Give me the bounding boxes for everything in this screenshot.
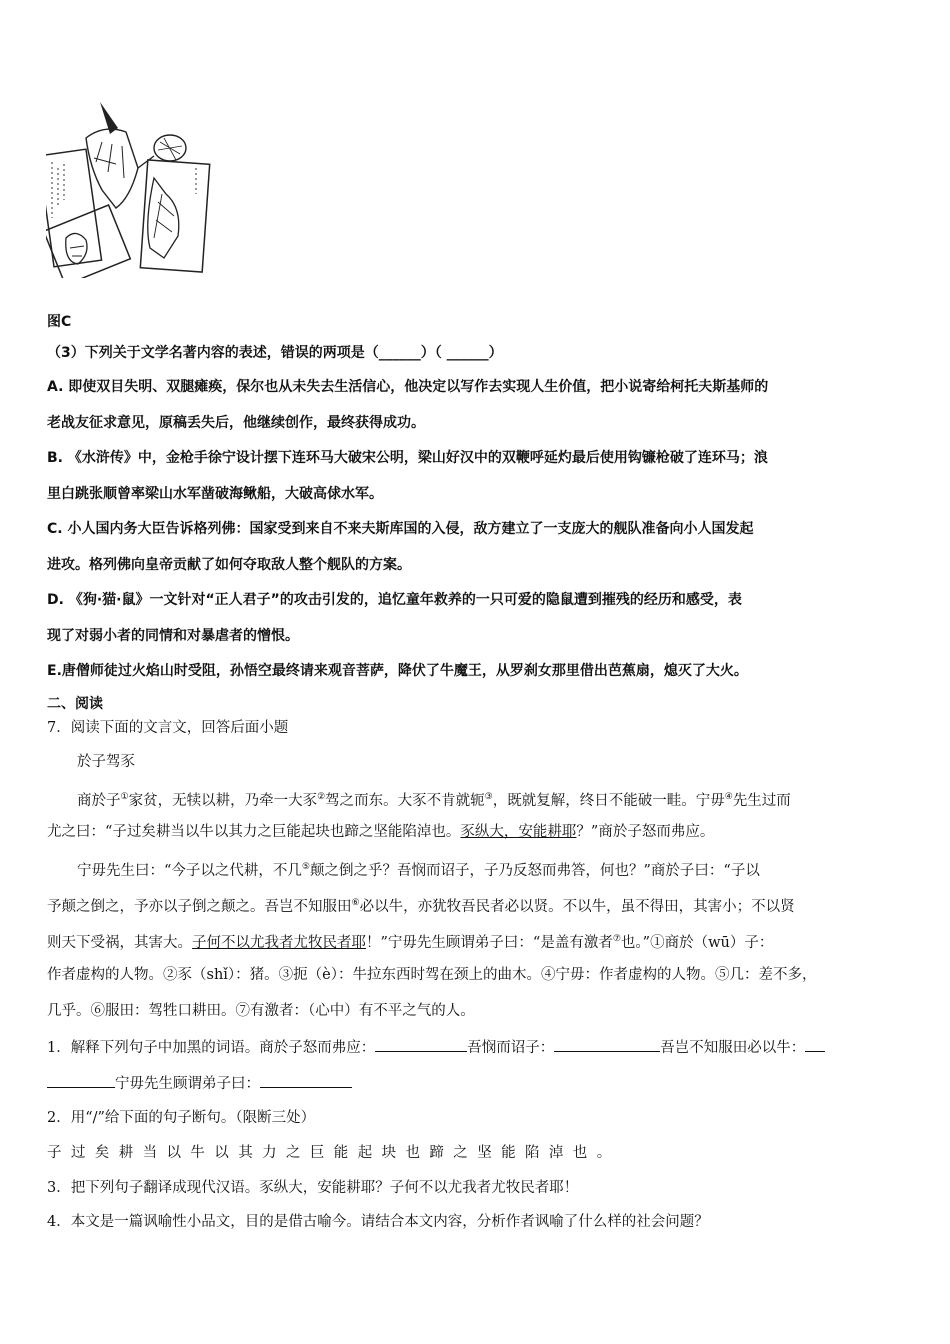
option-e-line1: E.唐僧师徒过火焰山时受阻，孙悟空最终请来观音菩萨，降伏了牛魔王，从罗刹女那里借出芭蕉扇，熄灭了大火。	[47, 663, 748, 679]
passage-notes-1: 作者虚构的人物。②豕（shǐ）：猪。③扼（è）：牛拉东西时驾在颈上的曲木。④宁毋：作者虚构的人物。⑤几：差不多，	[47, 967, 817, 983]
question-2-sentence: 子过矣耕当以牛以其力之巨能起块也蹄之坚能陷淖也。	[47, 1145, 621, 1161]
passage-title: 於子驾豕	[77, 754, 135, 770]
passage-notes-2: 几乎。⑥服田：驾牲口耕田。⑦有激者：（心中）有不平之气的人。	[47, 1003, 475, 1019]
figure-label: 图C	[47, 314, 72, 330]
option-a-line1: A. 即使双目失明、双腿瘫痪，保尔也从未失去生活信心，他决定以写作去实现人生价值，把小说寄给柯托夫斯基师的	[47, 379, 769, 395]
question-1-line2: 宁毋先生顾谓弟子曰：	[47, 1073, 910, 1094]
section-title: 二、阅读	[47, 696, 103, 712]
passage-line-2: 尤之曰：“子过矣耕当以牛以其力之巨能起块也蹄之坚能陷淖也。豕纵大，安能耕耶？”商於子怒而弗应。	[47, 824, 715, 840]
passage-line-3: 宁毋先生曰：“今子以之代耕，不几⑤颠之倒之乎？吾悯而诏子，子乃反怒而弗答，何也？”商於子曰：“子以	[77, 862, 760, 879]
question-3: 3．把下列句子翻译成现代汉语。豕纵大，安能耕耶？子何不以尤我者尤牧民者耶！	[47, 1180, 579, 1196]
woodblock-illustration	[46, 98, 216, 278]
passage-line-5: 则天下受祸，其害大。子何不以尤我者尤牧民者耶！”宁毋先生顾谓弟子曰：“是盖有激者⑦也。”①商於（wū）子：	[47, 934, 774, 951]
question-2: 2．用“/”给下面的句子断句。（限断三处）	[47, 1110, 316, 1126]
option-b-line1: B. 《水浒传》中，金枪手徐宁设计摆下连环马大破宋公明，梁山好汉中的双鞭呼延灼最后使用钩镰枪破了连环马；浪	[47, 450, 768, 466]
question-4: 4．本文是一篇讽喻性小品文，目的是借古喻今。请结合本文内容，分析作者讽喻了什么样的社会问题？	[47, 1214, 709, 1230]
underlined-sentence-1: 豕纵大，安能耕耶	[460, 824, 577, 840]
option-d-line1: D. 《狗·猫·鼠》一文针对“正人君子”的攻击引发的，追忆童年救养的一只可爱的隐鼠遭到摧残的经历和感受，表	[47, 592, 742, 608]
underlined-sentence-2: 子何不以尤我者尤牧民者耶	[192, 934, 366, 951]
option-d-line2: 现了对弱小者的同情和对暴虐者的憎恨。	[47, 628, 299, 644]
option-b-line2: 里白跳张顺曾率梁山水军凿破海鳅船，大破高俅水军。	[47, 486, 383, 502]
question-1-line1: 1．解释下列句子中加黑的词语。商於子怒而弗应： 吾悯而诏子： 吾岂不知服田必以牛：	[47, 1037, 910, 1058]
option-a-line2: 老战友征求意见，原稿丢失后，他继续创作，最终获得成功。	[47, 415, 425, 431]
passage-line-4: 予颠之倒之，予亦以子倒之颠之。吾岂不知服田⑥必以牛，亦犹牧吾民者必以贤。不以牛，虽不得田，其害小；不以贤	[47, 898, 795, 915]
q3-prompt: （3）下列关于文学名著内容的表述，错误的两项是（______）（ ______）	[47, 345, 503, 361]
option-c-line1: C. 小人国内务大臣告诉格列佛：国家受到来自不来夫斯库国的入侵，敌方建立了一支庞大的舰队准备向小人国发起	[47, 521, 754, 537]
passage-line-1: 商於子①家贫，无犊以耕，乃牵一大豕②驾之而东。大豕不肯就轭③，既就复解，终日不能破一畦。宁毋④先生过而	[77, 792, 791, 809]
option-c-line2: 进攻。格列佛向皇帝贡献了如何夺取敌人整个舰队的方案。	[47, 557, 411, 573]
q7-intro: 7．阅读下面的文言文，回答后面小题	[47, 720, 289, 736]
